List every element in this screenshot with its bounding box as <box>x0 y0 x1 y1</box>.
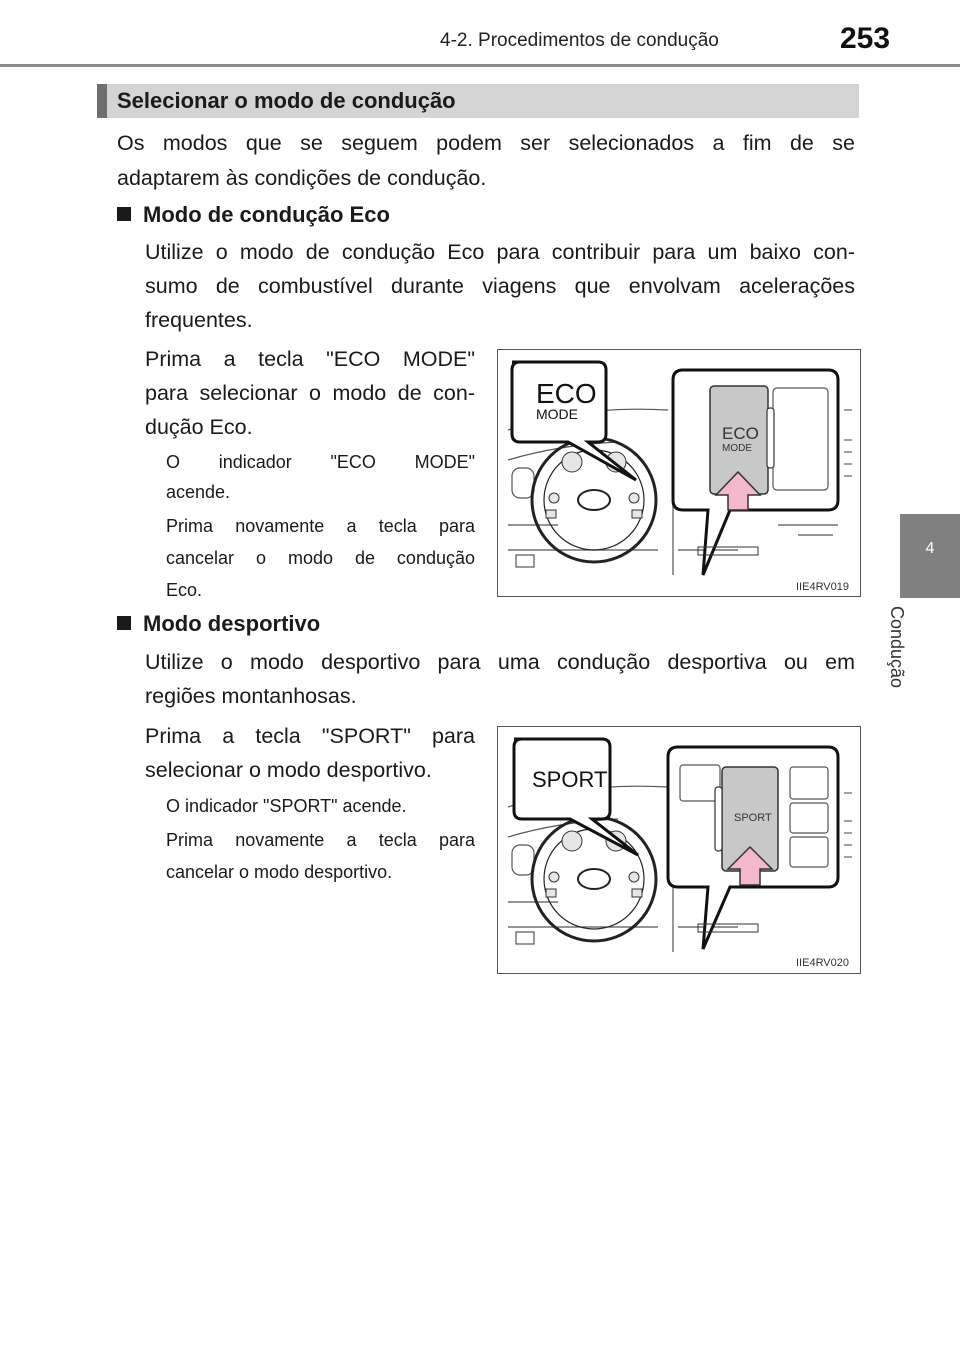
eco-figure-code: IIE4RV019 <box>796 581 850 593</box>
sport-button-label: SPORT <box>734 812 772 824</box>
sport-figure <box>497 726 861 974</box>
eco-body-line-2: sumo de combustível durante viagens que envolvam acelerações <box>145 274 855 298</box>
sport-note2-line-1: Prima novamente a tecla para <box>166 830 475 850</box>
intro-line-1: Os modos que se seguem podem ser selecionados a fim de se <box>117 131 855 155</box>
eco-body-line-3: frequentes. <box>145 308 253 332</box>
section-header-edge <box>97 84 107 118</box>
eco-instruction-line-1: Prima a tecla "ECO MODE" <box>145 347 475 371</box>
eco-callout-sublabel: MODE <box>536 406 578 422</box>
chapter-tab-label-wrap <box>886 606 960 706</box>
chapter-tab-number: 4 <box>925 540 935 557</box>
sport-heading <box>117 611 320 637</box>
eco-button-sublabel: MODE <box>722 443 752 454</box>
sport-dashboard-illustration <box>498 727 860 973</box>
page-number: 253 <box>840 22 891 55</box>
eco-heading-text: Modo de condução Eco <box>143 202 390 227</box>
sport-body-line-1: Utilize o modo desportivo para uma condução desportiva ou em <box>145 650 855 674</box>
running-header: 4-2. Procedimentos de condução <box>440 30 719 51</box>
sport-note1: O indicador "SPORT" acende. <box>166 796 407 816</box>
sport-body-line-2: regiões montanhosas. <box>145 684 357 708</box>
eco-button-label: ECO <box>722 424 759 443</box>
header-rule <box>0 64 960 67</box>
sport-instruction-line-1: Prima a tecla "SPORT" para <box>145 724 475 748</box>
sport-figure-code: IIE4RV020 <box>796 957 850 969</box>
eco-heading <box>117 202 390 228</box>
eco-figure <box>497 349 861 597</box>
sport-instruction-line-2: selecionar o modo desportivo. <box>145 758 432 782</box>
eco-callout-label: ECO <box>536 378 597 409</box>
sport-heading-text: Modo desportivo <box>143 611 321 636</box>
sport-callout-label: SPORT <box>532 767 608 792</box>
eco-note2-line-1: Prima novamente a tecla para <box>166 516 475 536</box>
bullet-square-icon <box>117 207 131 221</box>
eco-note2-line-3: Eco. <box>166 580 203 600</box>
eco-note2-line-2: cancelar o modo de condução <box>166 548 475 568</box>
sport-note2-line-2: cancelar o modo desportivo. <box>166 862 393 882</box>
intro-line-2: adaptarem às condições de condução. <box>117 166 487 190</box>
eco-note1-line-2: acende. <box>166 482 231 502</box>
section-title: Selecionar o modo de condução <box>117 88 456 113</box>
eco-instruction-line-3: dução Eco. <box>145 415 253 439</box>
eco-note1-line-1: O indicador "ECO MODE" <box>166 452 475 472</box>
bullet-square-icon <box>117 616 131 630</box>
eco-body-line-1: Utilize o modo de condução Eco para contribuir para um baixo con- <box>145 240 855 264</box>
eco-instruction-line-2: para selecionar o modo de con- <box>145 381 475 405</box>
chapter-tab-label: Condução <box>887 606 907 689</box>
